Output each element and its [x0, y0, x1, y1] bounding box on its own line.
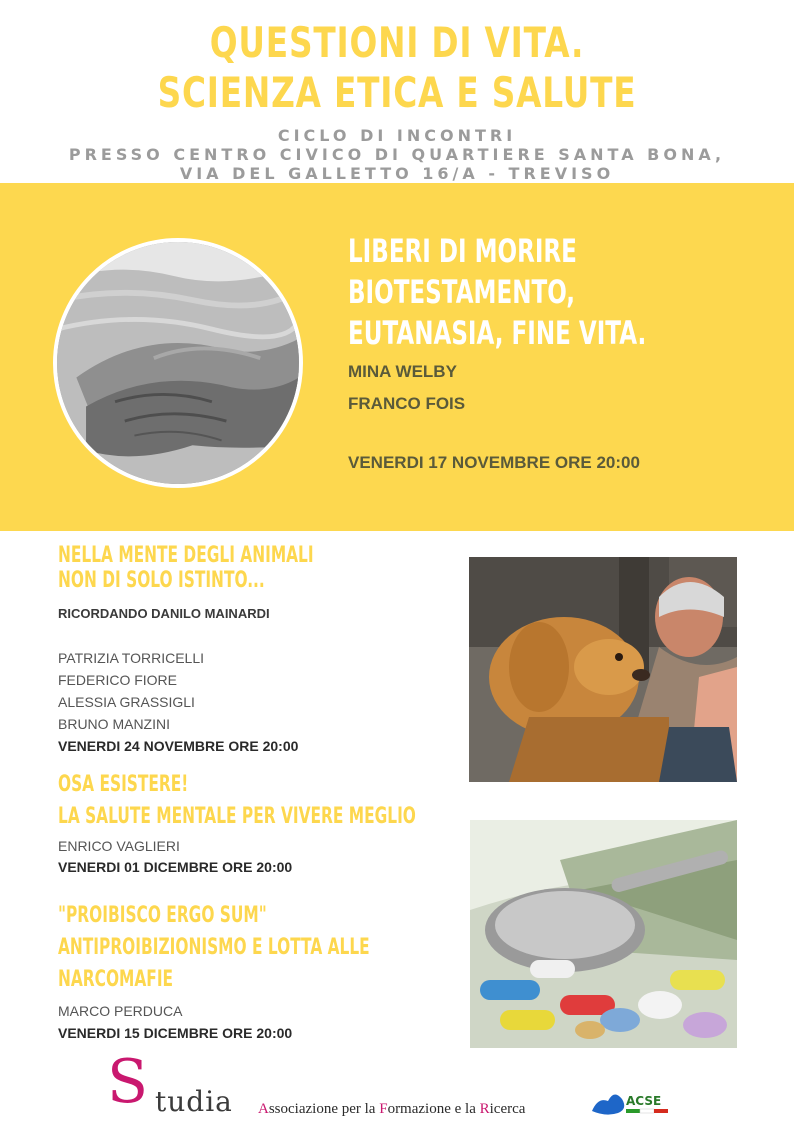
event1-title-line1: NELLA MENTE DEGLI ANIMALI [58, 543, 314, 568]
studia-tagline [258, 1101, 525, 1118]
event2-date: VENERDI 01 DICEMBRE ORE 20:00 [58, 859, 293, 875]
poster-title-line1: QUESTIONI DI VITA. [209, 18, 585, 67]
poster-title-line2: SCIENZA ETICA E SALUTE [157, 68, 637, 117]
event1-speaker: FEDERICO FIORE [58, 672, 178, 688]
studia-logo-initial: S [107, 1047, 149, 1117]
tagline-part: ssociazione per la [268, 1101, 380, 1117]
event1-subtitle: RICORDANDO DANILO MAINARDI [58, 606, 270, 621]
featured-speaker: FRANCO FOIS [348, 394, 466, 413]
acse-partner-logo [590, 1083, 678, 1119]
venue-line1: PRESSO CENTRO CIVICO DI QUARTIERE SANTA BONA, [68, 145, 726, 164]
partner-logo-text: ACSE [626, 1094, 662, 1108]
event2-speaker: ENRICO VAGLIERI [58, 838, 180, 854]
event1-title-line2: NON DI SOLO ISTINTO... [58, 568, 265, 593]
event2-title-line2: LA SALUTE MENTALE PER VIVERE MEGLIO [58, 804, 416, 829]
event1-date: VENERDI 24 NOVEMBRE ORE 20:00 [58, 738, 299, 754]
tagline-letter-r: R [479, 1101, 490, 1117]
event3-title-line3: NARCOMAFIE [58, 967, 174, 992]
tagline-letter-f: F [379, 1101, 388, 1117]
event3-title-line2: ANTIPROIBIZIONISMO E LOTTA ALLE [58, 935, 370, 960]
featured-title-line2: BIOTESTAMENTO, [348, 273, 576, 311]
pills-and-money-photo [470, 820, 737, 1048]
featured-speaker: MINA WELBY [348, 362, 457, 381]
event2-title-line1: OSA ESISTERE! [58, 772, 189, 797]
studia-logo-word: tudia [155, 1085, 233, 1118]
tagline-part: ormazione e la [387, 1101, 480, 1117]
event3-title-line1: "PROIBISCO ERGO SUM" [58, 903, 267, 928]
event1-speaker: BRUNO MANZINI [58, 716, 170, 732]
tagline-part: icerca [489, 1101, 526, 1117]
tagline-letter-a: A [258, 1101, 269, 1117]
featured-date: VENERDI 17 NOVEMBRE ORE 20:00 [348, 453, 640, 472]
event1-speaker: ALESSIA GRASSIGLI [58, 694, 195, 710]
event3-speaker: MARCO PERDUCA [58, 1003, 183, 1019]
hands-photo [53, 238, 303, 488]
venue-line2: VIA DEL GALLETTO 16/A - TREVISO [179, 164, 615, 183]
series-label: CICLO DI INCONTRI [277, 126, 517, 145]
event1-speaker: PATRIZIA TORRICELLI [58, 650, 205, 666]
dog-and-man-photo [469, 557, 737, 782]
event3-date: VENERDI 15 DICEMBRE ORE 20:00 [58, 1025, 293, 1041]
featured-title-line3: EUTANASIA, FINE VITA. [348, 314, 647, 352]
featured-title-line1: LIBERI DI MORIRE [348, 232, 577, 270]
